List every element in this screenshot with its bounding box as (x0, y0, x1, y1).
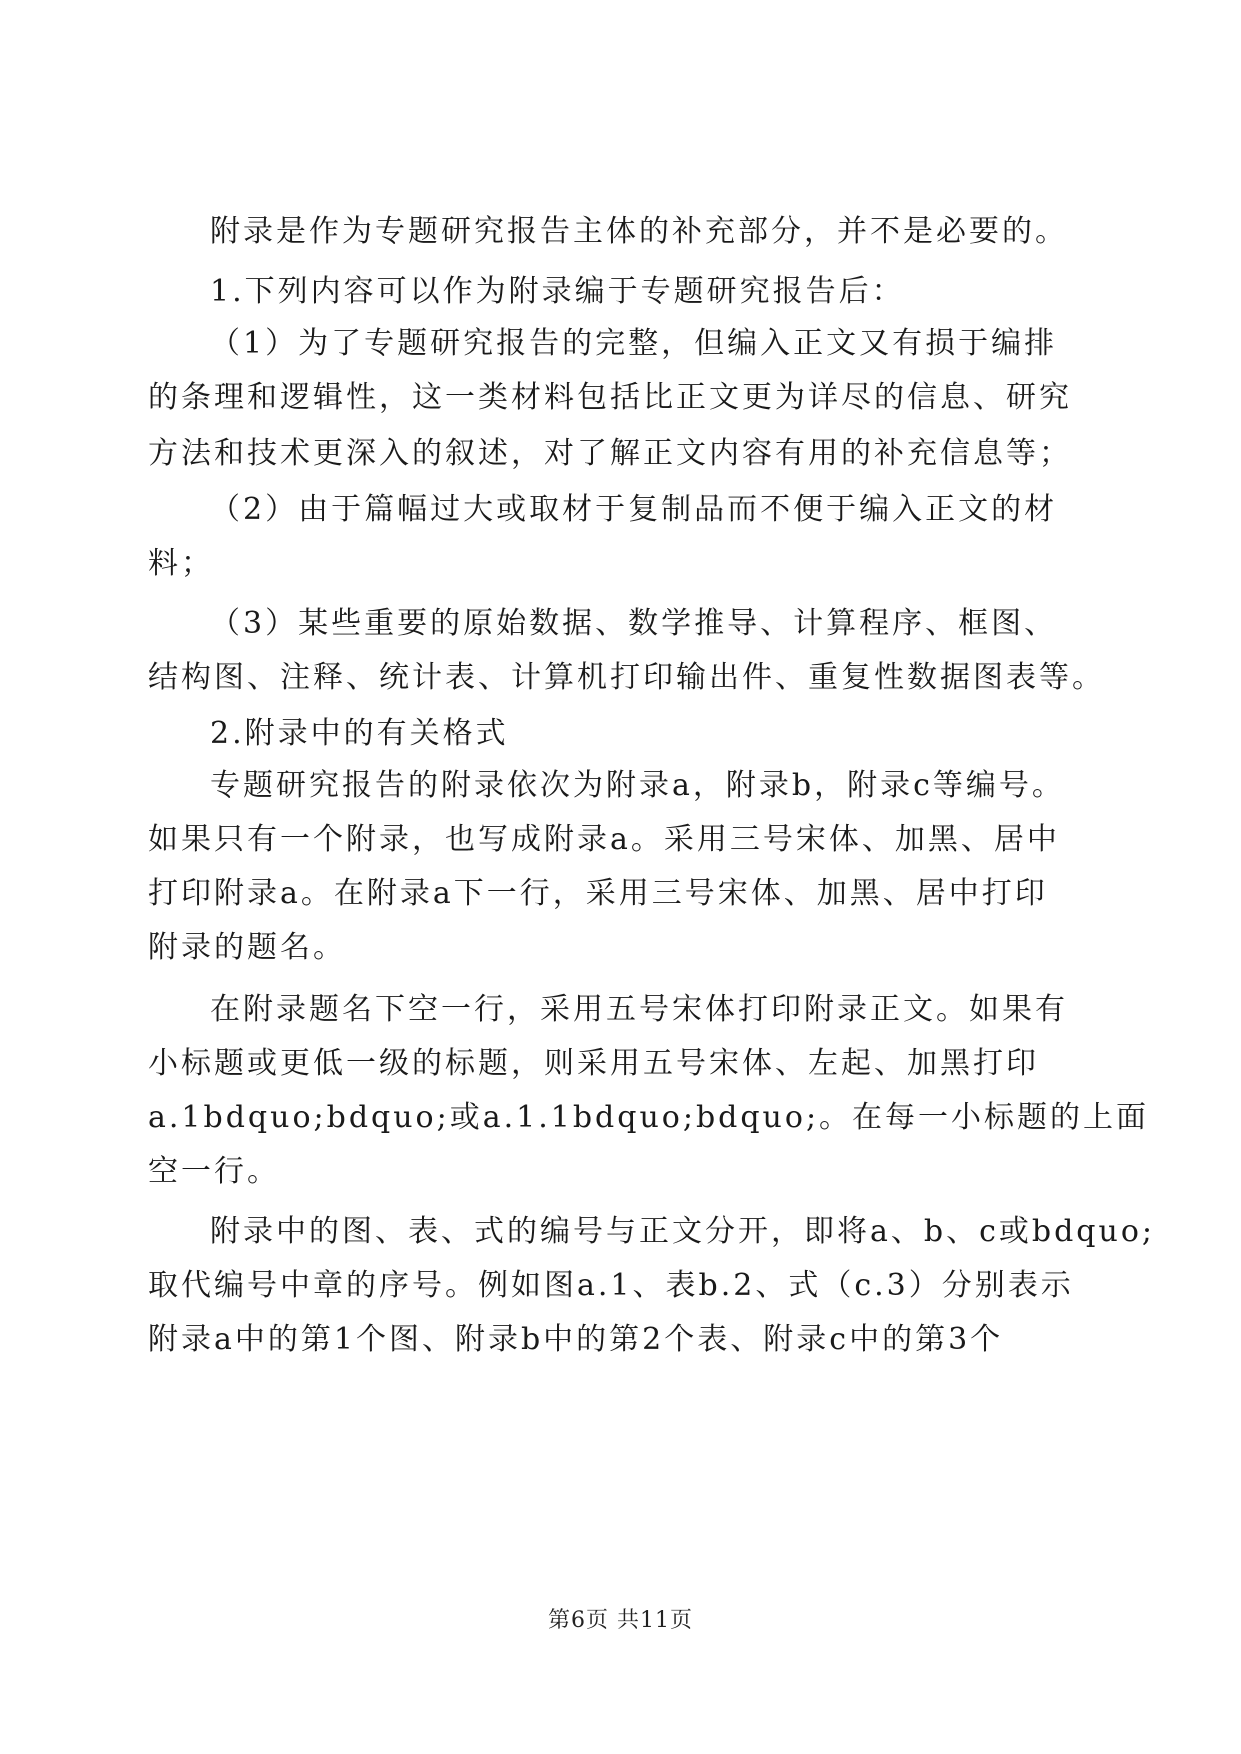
paragraph-line: 打印附录a。在附录a下一行，采用三号宋体、加黑、居中打印 (148, 876, 1048, 911)
paragraph-line: 专题研究报告的附录依次为附录a，附录b，附录c等编号。 (210, 768, 1065, 803)
paragraph-line: 料； (148, 546, 214, 581)
paragraph-line: 如果只有一个附录，也写成附录a。采用三号宋体、加黑、居中 (148, 822, 1060, 857)
paragraph-line: 空一行。 (148, 1154, 280, 1189)
paragraph-line: 附录中的图、表、式的编号与正文分开，即将a、b、c或bdquo; (210, 1214, 1155, 1249)
paragraph-line: 2.附录中的有关格式 (210, 716, 509, 751)
paragraph-line: （2）由于篇幅过大或取材于复制品而不便于编入正文的材 (210, 492, 1058, 527)
paragraph-line: a.1bdquo;bdquo;或a.1.1bdquo;bdquo;。在每一小标题的上面 (148, 1100, 1150, 1135)
paragraph-line: 附录的题名。 (148, 930, 346, 965)
paragraph-line: 在附录题名下空一行，采用五号宋体打印附录正文。如果有 (210, 992, 1068, 1027)
page-footer: 第6页 共11页 (548, 1608, 693, 1633)
paragraph-line: 小标题或更低一级的标题，则采用五号宋体、左起、加黑打印 (148, 1046, 1039, 1081)
paragraph-line: 1.下列内容可以作为附录编于专题研究报告后： (210, 274, 905, 309)
paragraph-line: （1）为了专题研究报告的完整，但编入正文又有损于编排 (210, 326, 1058, 361)
paragraph-line: 附录是作为专题研究报告主体的补充部分，并不是必要的。 (210, 214, 1068, 249)
paragraph-line: 方法和技术更深入的叙述，对了解正文内容有用的补充信息等； (148, 436, 1072, 471)
paragraph-line: （3）某些重要的原始数据、数学推导、计算程序、框图、 (210, 606, 1058, 641)
paragraph-line: 附录a中的第1个图、附录b中的第2个表、附录c中的第3个 (148, 1322, 1004, 1357)
paragraph-line: 结构图、注释、统计表、计算机打印输出件、重复性数据图表等。 (148, 660, 1105, 695)
paragraph-line: 取代编号中章的序号。例如图a.1、表b.2、式（c.3）分别表示 (148, 1268, 1074, 1303)
paragraph-line: 的条理和逻辑性，这一类材料包括比正文更为详尽的信息、研究 (148, 380, 1072, 415)
